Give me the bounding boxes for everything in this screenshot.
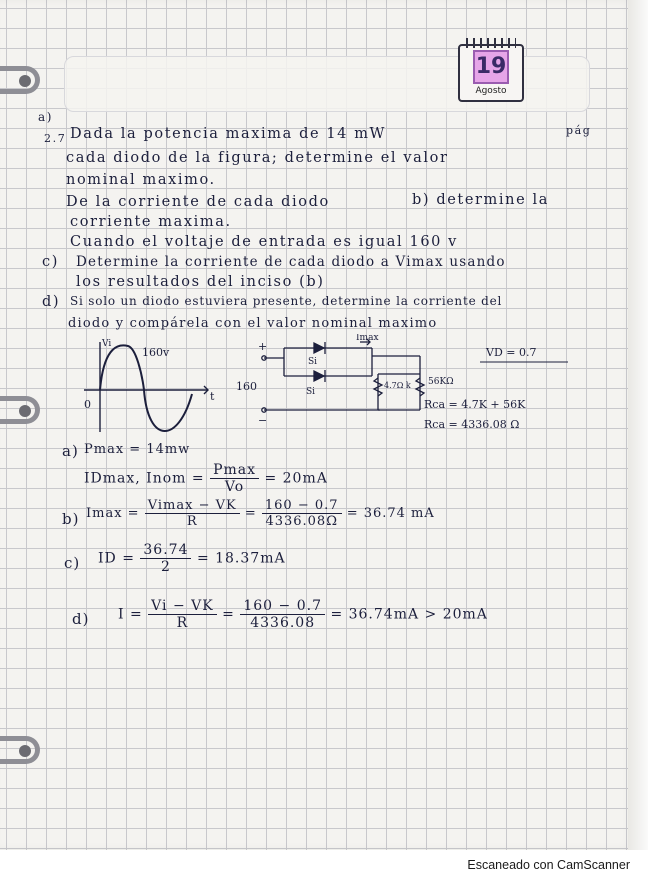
statement-line-3: nominal maximo. <box>66 172 216 188</box>
statement-line-8: los resultados del inciso (b) <box>76 274 325 290</box>
sol-c-fraction <box>140 542 191 575</box>
calendar-spiral-icon <box>466 38 516 48</box>
problem-number: 2.7 <box>44 132 67 145</box>
req-line-2: Rca = 4336.08 Ω <box>424 418 520 431</box>
minus-label: − <box>258 414 268 427</box>
plus-label: + <box>258 340 268 353</box>
sol-b-lhs: Imax = <box>86 506 140 521</box>
sol-b-fraction <box>145 498 240 529</box>
r2-label: 56KΩ <box>428 377 454 387</box>
sol-d-fraction-2 <box>240 598 325 631</box>
sol-a-equation <box>84 462 328 495</box>
sol-b-den2: 4336.08Ω <box>265 514 338 529</box>
imax-label: Imax <box>356 334 379 343</box>
date-day: 19 <box>473 50 509 84</box>
statement-line-7: Determine la corriente de cada diodo a Vimax usando <box>76 254 506 270</box>
sol-b-fraction-2 <box>262 498 342 529</box>
statement-line-5: corriente maxima. <box>70 214 232 230</box>
sol-c-label: c) <box>64 554 81 572</box>
sol-c-equation <box>98 542 286 575</box>
r1-label: 4.7Ω k <box>384 381 411 390</box>
date-badge <box>458 44 524 102</box>
sol-a-num: Pmax <box>210 462 259 479</box>
scanner-footer <box>0 850 648 884</box>
sol-b-result: = 36.74 mA <box>346 506 435 521</box>
sol-a-lhs: IDmax, Inom = <box>84 470 205 487</box>
sol-b-num: Vimax − VK <box>145 498 240 514</box>
sol-d-label: d) <box>72 610 90 628</box>
sol-b-label: b) <box>62 510 80 528</box>
sol-d-num: Vi − VK <box>148 598 217 615</box>
statement-line-4-tail: b) determine la <box>412 192 549 208</box>
page-ref: pág <box>566 124 592 137</box>
sol-a-fraction <box>210 462 259 495</box>
sol-b-num2: 160 − 0.7 <box>262 498 342 514</box>
scanner-watermark: Escaneado con CamScanner <box>467 858 630 872</box>
sol-c-num: 36.74 <box>140 542 191 559</box>
sol-a-result: = 20mA <box>264 470 328 487</box>
sol-d-lhs: I = <box>118 606 143 623</box>
sol-b-den: R <box>186 514 198 529</box>
binder-ring-middle <box>0 396 40 424</box>
peak-label: 160v <box>142 346 170 359</box>
sol-c-lhs: ID = <box>98 550 135 567</box>
sol-a-den: Vo <box>224 479 245 495</box>
sol-c-den: 2 <box>160 559 171 575</box>
part-a-mark: a) <box>38 110 54 124</box>
source-label: 160 <box>236 380 257 393</box>
statement-line-1: Dada la potencia maxima de 14 mW <box>70 126 387 142</box>
mark-c: c) <box>42 254 59 270</box>
sol-d-fraction <box>148 598 217 631</box>
d1-label: Si <box>308 357 318 367</box>
statement-line-4: De la corriente de cada diodo <box>66 194 330 210</box>
sol-d-result: = 36.74mA > 20mA <box>330 606 488 623</box>
diode-2-icon <box>314 371 324 381</box>
axis-t-label: t <box>210 390 215 403</box>
sol-a-given: Pmax = 14mw <box>84 442 191 457</box>
mark-d: d) <box>42 294 61 310</box>
vd-label: VD = 0.7 <box>486 346 537 359</box>
sol-b-equation: Imax = $\frac{Vimax - VK}{R}$ = $\frac{160 - 0.7}{4336.08\Omega}$ = 36.74 mA <box>86 498 435 529</box>
sol-d-equation: I = $\frac{Vi - VK}{R}$ = $\frac{160 - 0.7}{4336.08}$ = 36.74mA > 20mA <box>118 598 488 631</box>
sol-a-label: a) <box>62 442 79 460</box>
statement-line-9: Si solo un diodo estuviera presente, determine la corriente del <box>70 294 503 308</box>
binder-ring-top <box>0 66 40 94</box>
page-edge <box>628 0 648 850</box>
req-line-1: Rca = 4.7K + 56K <box>424 398 526 411</box>
circuit <box>262 339 424 412</box>
sol-c-result: = 18.37mA <box>196 550 286 567</box>
date-month: Agosto <box>475 86 507 96</box>
zero-label: 0 <box>84 398 91 411</box>
circuit-figure <box>80 334 600 434</box>
diode-1-icon <box>314 343 324 353</box>
sol-d-den2: 4336.08 <box>250 615 316 631</box>
sol-d-den: R <box>176 615 189 631</box>
statement-line-6: Cuando el voltaje de entrada es igual 160 v <box>70 234 458 250</box>
binder-ring-bottom <box>0 736 40 764</box>
statement-line-10: diodo y compárela con el valor nominal maximo <box>68 316 438 331</box>
d2-label: Si <box>306 387 316 397</box>
vi-label: Vi <box>102 339 112 349</box>
sol-d-num2: 160 − 0.7 <box>240 598 325 615</box>
statement-line-2: cada diodo de la figura; determine el valor <box>66 150 449 166</box>
